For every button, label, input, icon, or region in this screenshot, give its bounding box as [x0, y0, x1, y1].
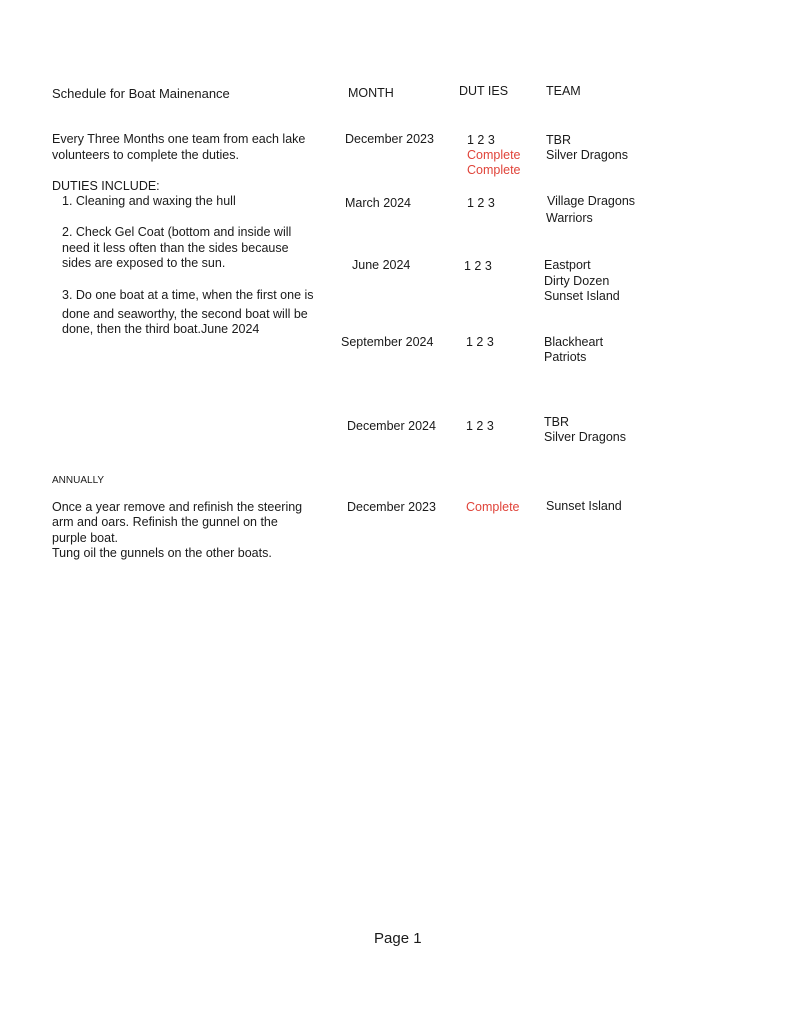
annual-month: December 2023: [347, 500, 436, 514]
duty-2-line-1: 2. Check Gel Coat (bottom and inside will: [62, 225, 292, 239]
duty-3-line-1: 3. Do one boat at a time, when the first one is: [62, 288, 314, 302]
row-1-team-1: TBR: [546, 133, 571, 147]
row-1-duties: 1 2 3: [467, 133, 495, 147]
row-5-team-2: Silver Dragons: [544, 430, 626, 444]
annual-status: Complete: [466, 500, 520, 514]
col-header-duties: DUT IES: [459, 84, 509, 98]
col-header-team: TEAM: [546, 84, 581, 98]
annual-line-4: Tung oil the gunnels on the other boats.: [52, 546, 272, 560]
duty-2-line-3: sides are exposed to the sun.: [62, 256, 226, 270]
annual-line-2: arm and oars. Refinish the gunnel on the: [52, 515, 278, 529]
annual-line-3: purple boat.: [52, 531, 119, 545]
page-number: Page 1: [374, 930, 422, 947]
intro-line-1: Every Three Months one team from each lake: [52, 132, 306, 146]
duties-heading: DUTIES INCLUDE:: [52, 179, 160, 193]
row-1-team-2: Silver Dragons: [546, 148, 628, 162]
duty-1: 1. Cleaning and waxing the hull: [62, 194, 236, 208]
row-4-team-1: Blackheart: [544, 335, 604, 349]
row-2-team-1: Village Dragons: [547, 194, 636, 208]
row-3-month: June 2024: [352, 258, 411, 272]
row-2-month: March 2024: [345, 196, 412, 210]
row-3-team-1: Eastport: [544, 258, 591, 272]
row-4-team-2: Patriots: [544, 350, 587, 364]
row-5-team-1: TBR: [544, 415, 569, 429]
row-3-duties: 1 2 3: [464, 259, 492, 273]
row-5-duties: 1 2 3: [466, 419, 494, 433]
row-3-team-3: Sunset Island: [544, 289, 620, 303]
duty-3-line-2: done and seaworthy, the second boat will be: [62, 307, 308, 321]
row-3-team-2: Dirty Dozen: [544, 274, 610, 288]
duty-2-line-2: need it less often than the sides because: [62, 241, 289, 255]
col-header-month: MONTH: [348, 86, 394, 100]
row-2-team-2: Warriors: [546, 211, 593, 225]
row-1-month: December 2023: [345, 132, 434, 146]
row-4-duties: 1 2 3: [466, 335, 494, 349]
row-2-duties: 1 2 3: [467, 196, 495, 210]
annual-heading: ANNUALLY: [52, 475, 105, 486]
intro-line-2: volunteers to complete the duties.: [52, 148, 239, 162]
annual-line-1: Once a year remove and refinish the steering: [52, 500, 303, 514]
row-1-status-2: Complete: [467, 163, 521, 177]
row-5-month: December 2024: [347, 419, 436, 433]
row-1-status-1: Complete: [467, 148, 521, 162]
page-title: Schedule for Boat Mainenance: [52, 86, 230, 101]
row-4-month: September 2024: [341, 335, 434, 349]
duty-3-line-3: done, then the third boat.June 2024: [62, 322, 260, 336]
annual-team: Sunset Island: [546, 499, 622, 513]
